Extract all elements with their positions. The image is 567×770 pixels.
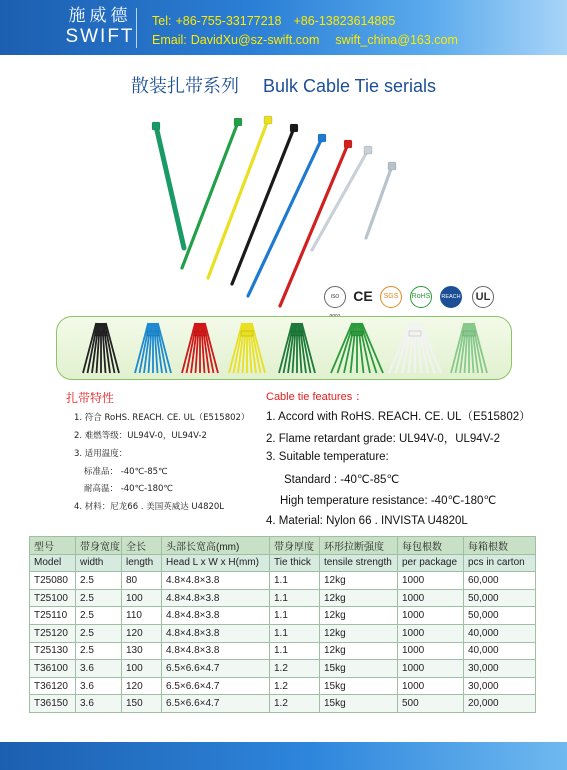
- table-cell: T36120: [30, 677, 76, 695]
- cable-tie-bundle: [182, 323, 218, 373]
- telephone-line: [152, 14, 407, 28]
- table-cell: T25110: [30, 607, 76, 625]
- table-cell: 6.5×6.6×4.7: [162, 695, 270, 713]
- logo-english: SWIFT: [65, 26, 135, 47]
- cable-tie-bundle: [451, 323, 487, 373]
- table-cell: 2.5: [76, 624, 122, 642]
- table-cell: per package: [398, 554, 464, 572]
- cable-ties-illustration: [140, 108, 420, 313]
- email-label: Email:: [152, 33, 187, 47]
- feature-cn-item: 3. 适用温度：: [74, 449, 128, 459]
- table-cell: Head L x W x H(mm): [162, 554, 270, 572]
- table-cell: 50,000: [464, 607, 536, 625]
- tel-number-1[interactable]: +86-755-33177218: [175, 14, 282, 28]
- table-cell: 4.8×4.8×3.8: [162, 572, 270, 590]
- table-cell: 120: [122, 624, 162, 642]
- cert-logo-rohs: RoHS: [410, 286, 432, 308]
- tel-label: Tel:: [152, 14, 172, 28]
- feature-cn-item: 4. 材料：尼龙66 . 美国英威达 U4820L: [74, 502, 225, 512]
- table-cell: T36150: [30, 695, 76, 713]
- table-cell: 15kg: [320, 695, 398, 713]
- table-cell: 2.5: [76, 642, 122, 660]
- table-row: [30, 589, 536, 607]
- cable-tie: [152, 122, 184, 248]
- table-row: [30, 607, 536, 625]
- table-cell: 12kg: [320, 624, 398, 642]
- logo-chinese: 施威德: [68, 6, 132, 26]
- certification-logos: [322, 284, 502, 314]
- table-cell: 带身厚度: [270, 537, 320, 555]
- table-cell: 50,000: [464, 589, 536, 607]
- logo-divider: [136, 8, 137, 48]
- cable-tie-bundle: [83, 323, 119, 373]
- page-title-cn: 散装扎带系列: [130, 76, 239, 97]
- table-cell: 80: [122, 572, 162, 590]
- cable-tie-bundle: [331, 323, 383, 373]
- email-line: [152, 33, 470, 47]
- table-cell: 1000: [398, 660, 464, 678]
- feature-cn-item: 1. 符合 RoHS. REACH. CE. UL（E515802）: [74, 413, 250, 423]
- table-cell: 60,000: [464, 572, 536, 590]
- table-cell: 4.8×4.8×3.8: [162, 642, 270, 660]
- table-cell: 12kg: [320, 607, 398, 625]
- cable-tie-bundle: [229, 323, 265, 373]
- table-cell: T25120: [30, 624, 76, 642]
- table-cell: 40,000: [464, 624, 536, 642]
- footer-bar: [0, 742, 567, 770]
- table-cell: 1000: [398, 677, 464, 695]
- features-cn-title: 扎带特性: [66, 391, 115, 405]
- table-cell: 1.1: [270, 589, 320, 607]
- table-cell: 1000: [398, 607, 464, 625]
- table-cell: 12kg: [320, 572, 398, 590]
- table-cell: 120: [122, 677, 162, 695]
- table-cell: 40,000: [464, 642, 536, 660]
- cable-tie-bundles-image: [57, 317, 513, 381]
- table-cell: 12kg: [320, 642, 398, 660]
- table-row: [30, 660, 536, 678]
- page-title: [0, 72, 567, 98]
- table-cell: T36100: [30, 660, 76, 678]
- cert-logo-reach: REACH: [440, 286, 462, 308]
- specifications-table: [29, 536, 536, 713]
- table-cell: 2.5: [76, 589, 122, 607]
- table-row: [30, 572, 536, 590]
- table-cell: 100: [122, 660, 162, 678]
- table-cell: 1.1: [270, 607, 320, 625]
- page-title-en: Bulk Cable Tie serials: [262, 76, 437, 96]
- table-cell: 6.5×6.6×4.7: [162, 660, 270, 678]
- table-cell: 每包根数: [398, 537, 464, 555]
- table-cell: 4.8×4.8×3.8: [162, 589, 270, 607]
- table-cell: 2.5: [76, 572, 122, 590]
- table-cell: 15kg: [320, 677, 398, 695]
- table-cell: 100: [122, 589, 162, 607]
- tel-number-2[interactable]: +86-13823614885: [293, 14, 396, 28]
- table-header-en: [30, 554, 536, 572]
- table-cell: 12kg: [320, 589, 398, 607]
- cable-tie-bundle: [389, 323, 441, 373]
- table-cell: 2.5: [76, 607, 122, 625]
- table-cell: 20,000: [464, 695, 536, 713]
- table-cell: 环形拉断强度: [320, 537, 398, 555]
- table-row: [30, 695, 536, 713]
- feature-en-item: High temperature resistance: -40℃-180℃: [280, 495, 497, 507]
- cert-logo-sgs: SGS: [380, 286, 402, 308]
- feature-en-item: Standard : -40℃-85℃: [284, 474, 400, 486]
- table-cell: 130: [122, 642, 162, 660]
- table-cell: Tie thick: [270, 554, 320, 572]
- table-cell: 1.2: [270, 695, 320, 713]
- cable-tie-bundles-panel: [56, 316, 512, 380]
- feature-cn-item: 标准品： -40℃-85℃: [84, 467, 168, 477]
- table-cell: 3.6: [76, 677, 122, 695]
- header-banner: [0, 0, 567, 55]
- table-cell: 4.8×4.8×3.8: [162, 624, 270, 642]
- table-cell: 1.2: [270, 660, 320, 678]
- table-cell: T25100: [30, 589, 76, 607]
- table-cell: 15kg: [320, 660, 398, 678]
- table-cell: 头部长宽高(mm): [162, 537, 270, 555]
- feature-en-item: 4. Material: Nylon 66 . INVISTA U4820L: [266, 515, 468, 527]
- cable-tie: [366, 162, 396, 238]
- feature-cn-item: 2. 难燃等级：UL94V-0，UL94V-2: [74, 431, 207, 441]
- table-cell: 全长: [122, 537, 162, 555]
- table-header-cn: [30, 537, 536, 555]
- cert-logo-ul: UL: [472, 286, 494, 308]
- feature-en-item: 1. Accord with RoHS. REACH. CE. UL（E515802）: [266, 411, 531, 423]
- cable-tie-bundle: [135, 323, 171, 373]
- table-cell: 1.2: [270, 677, 320, 695]
- table-cell: width: [76, 554, 122, 572]
- table-cell: 1000: [398, 642, 464, 660]
- table-cell: 带身宽度: [76, 537, 122, 555]
- table-cell: tensile strength: [320, 554, 398, 572]
- cable-tie: [182, 118, 242, 268]
- table-cell: T25080: [30, 572, 76, 590]
- cert-logo-ce: CE: [352, 286, 374, 308]
- table-cell: 1000: [398, 589, 464, 607]
- table-cell: 30,000: [464, 677, 536, 695]
- table-cell: 3.6: [76, 695, 122, 713]
- table-cell: 6.5×6.6×4.7: [162, 677, 270, 695]
- cable-tie: [208, 116, 272, 278]
- table-cell: T25130: [30, 642, 76, 660]
- table-cell: 1.1: [270, 572, 320, 590]
- feature-cn-item: 耐高温： -40℃-180℃: [84, 484, 173, 494]
- email-address-2[interactable]: swift_china@163.com: [335, 33, 458, 47]
- cert-logo-iso-9001: ISO: [324, 286, 346, 308]
- cable-tie: [280, 140, 352, 306]
- table-cell: 每箱根数: [464, 537, 536, 555]
- table-cell: 型号: [30, 537, 76, 555]
- table-cell: 3.6: [76, 660, 122, 678]
- table-row: [30, 624, 536, 642]
- table-cell: 4.8×4.8×3.8: [162, 607, 270, 625]
- cable-tie-bundle: [279, 323, 315, 373]
- table-cell: 1.1: [270, 624, 320, 642]
- feature-en-item: 3. Suitable temperature:: [266, 451, 389, 463]
- table-cell: Model: [30, 554, 76, 572]
- table-cell: 500: [398, 695, 464, 713]
- table-cell: pcs in carton: [464, 554, 536, 572]
- table-cell: 150: [122, 695, 162, 713]
- company-logo: [60, 6, 140, 48]
- table-cell: 110: [122, 607, 162, 625]
- feature-en-item: 2. Flame retardant grade: UL94V-0，UL94V-2: [266, 433, 500, 445]
- table-cell: 1.1: [270, 642, 320, 660]
- features-en-title: Cable tie features ：: [266, 391, 367, 403]
- table-cell: 1000: [398, 624, 464, 642]
- table-cell: 30,000: [464, 660, 536, 678]
- table-row: [30, 677, 536, 695]
- table-row: [30, 642, 536, 660]
- table-cell: length: [122, 554, 162, 572]
- table-cell: 1000: [398, 572, 464, 590]
- email-address-1[interactable]: DavidXu@sz-swift.com: [190, 33, 320, 47]
